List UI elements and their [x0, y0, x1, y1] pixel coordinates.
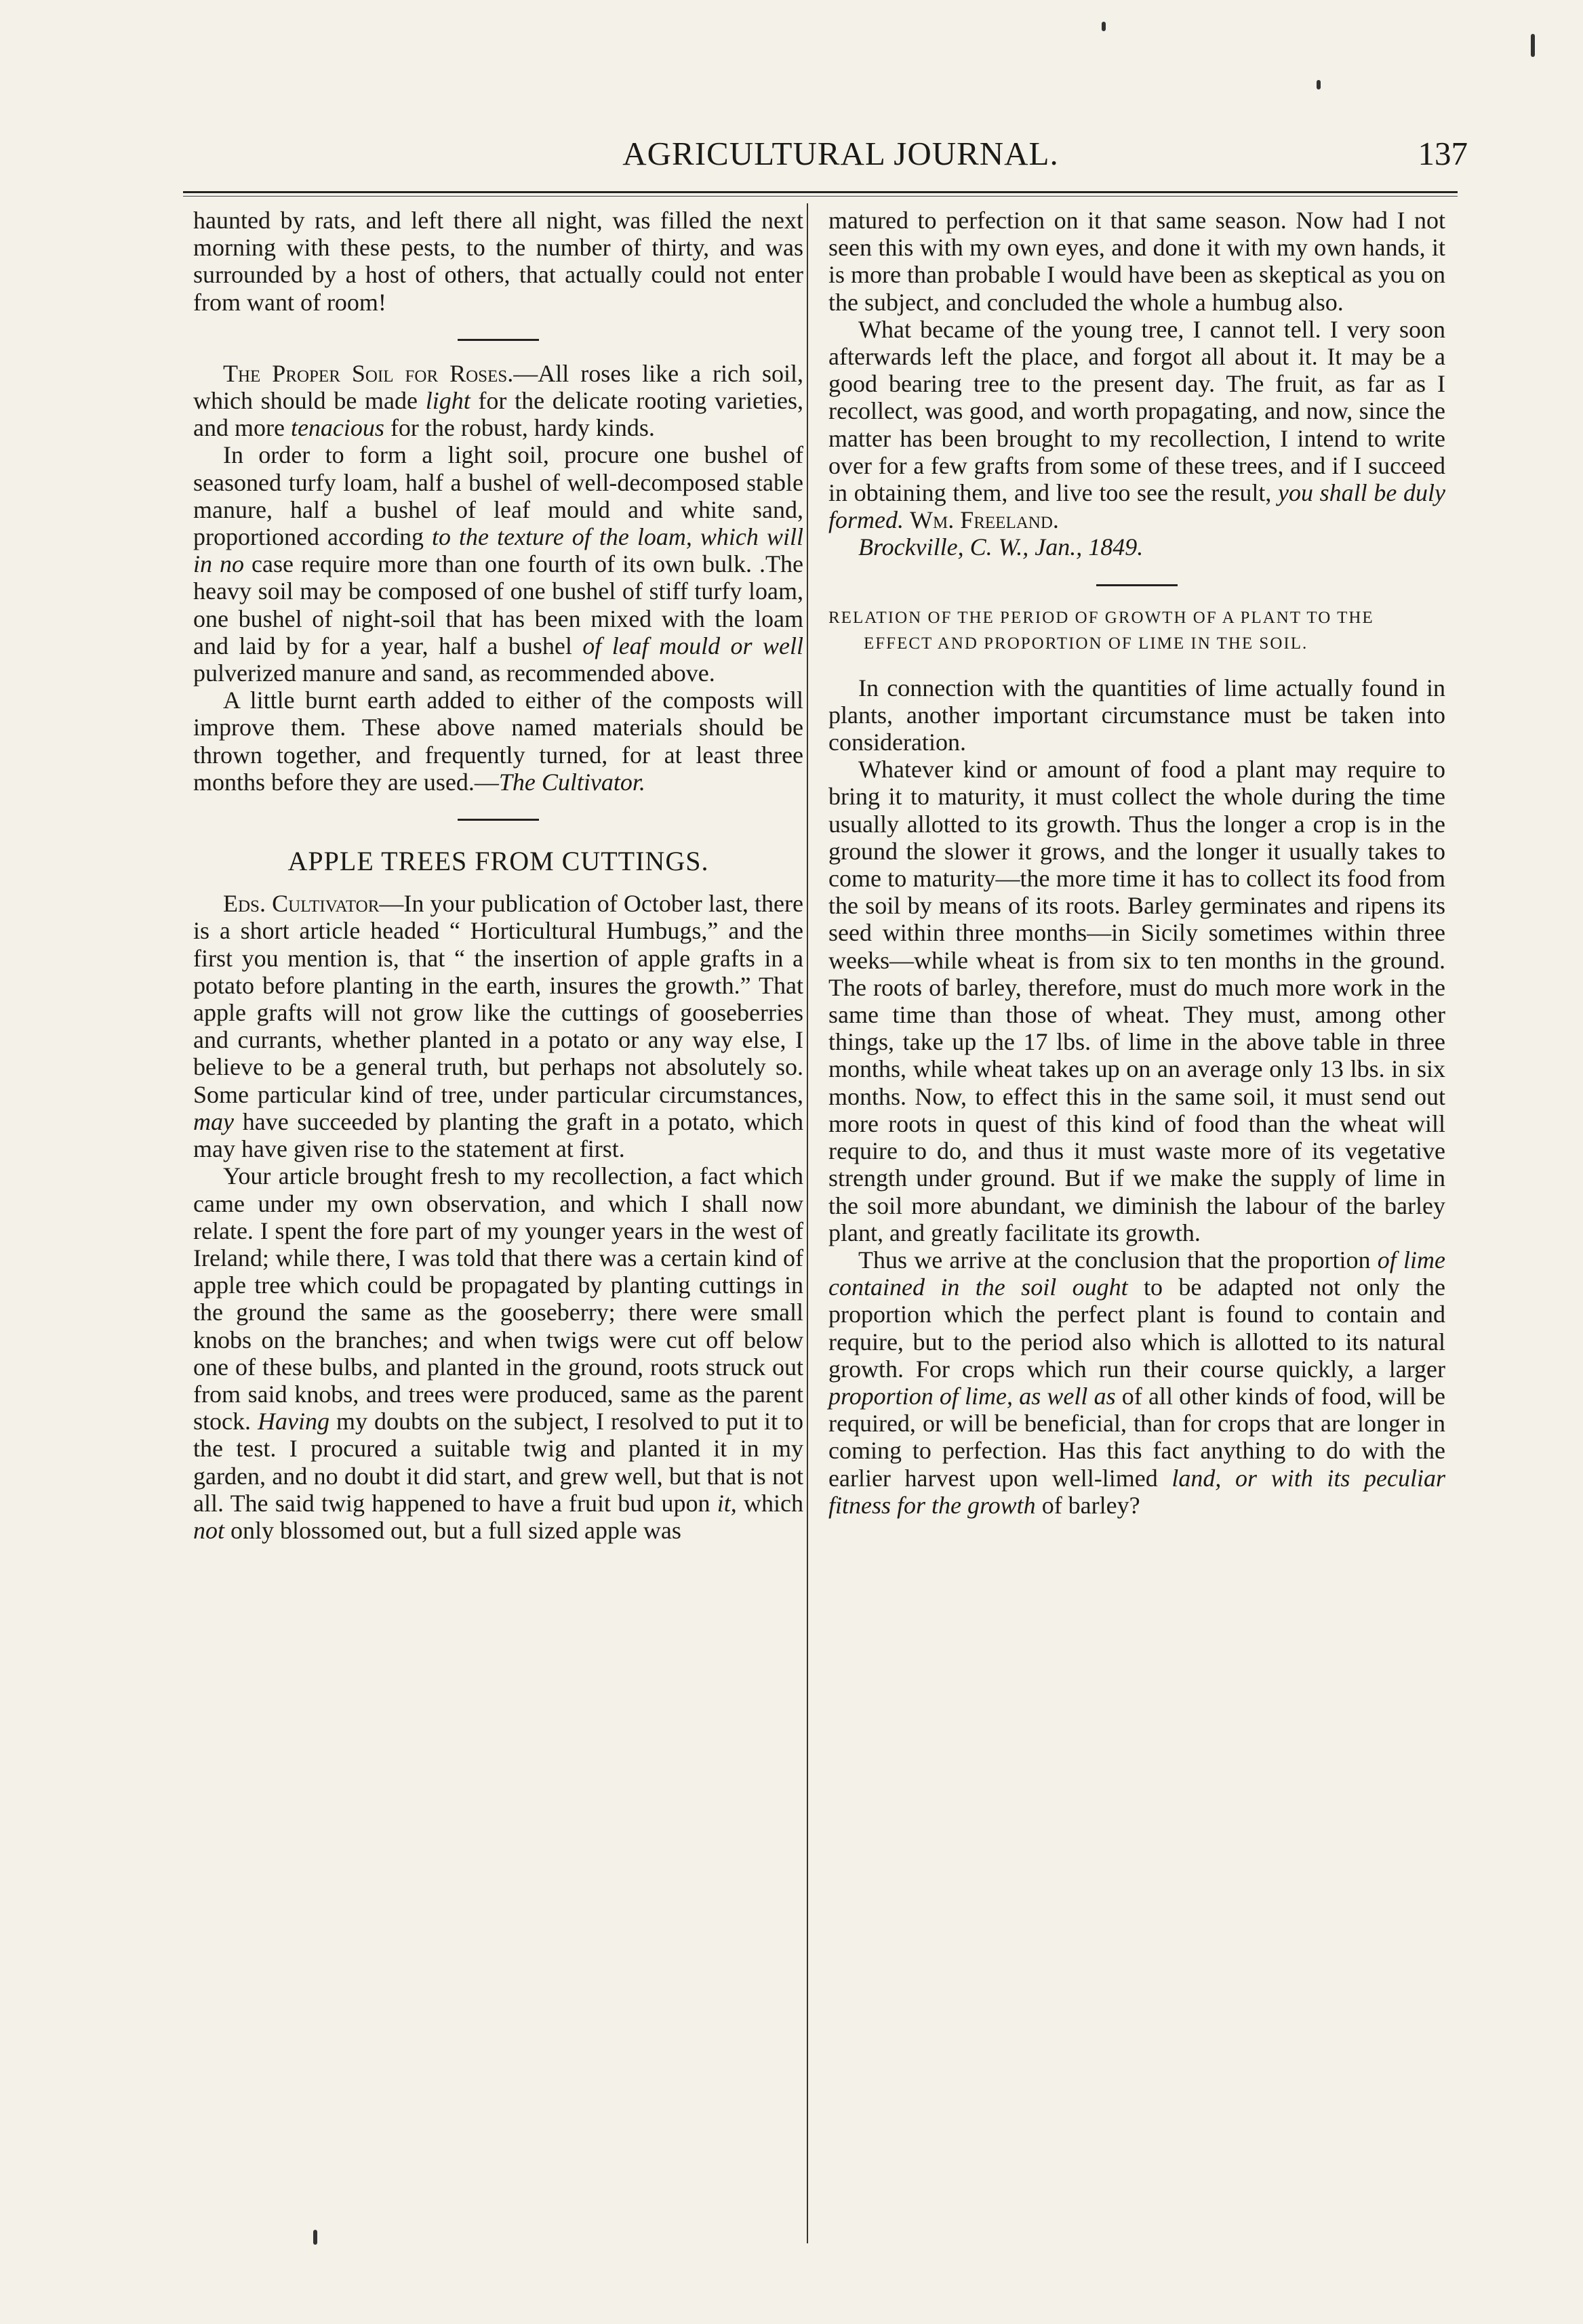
roses-text: for the robust, hardy kinds. [384, 414, 655, 442]
journal-title: AGRICULTURAL JOURNAL. [622, 135, 1059, 172]
dateline-text: Brockville, C. W., Jan., 1849. [858, 533, 1144, 561]
continued-paragraph-right-2 [828, 316, 1445, 534]
continued-paragraph: haunted by rats, and left there all night, was filled the next morning with these pests, to the number of thirty, and was surrounded by a host of others, that actually could not enter from want of room! [193, 207, 803, 316]
roses-text: —All roses like a rich soil, which should be made [193, 359, 803, 415]
apple-text: What became of the young tree, I cannot tell. I very soon afterwards left the place, and forgot all about it. It may be a good bearing tree to the present day. The fruit, as far as I recollect, was good, and worth propagating, and now, since the matter has been brought to my recollection, I intend to write over for a few grafts from some of these trees, and if I succeed in obtaining them, and live too see the result, [828, 315, 1445, 507]
apple-paragraph-1 [193, 890, 803, 1162]
print-speck [1531, 34, 1535, 57]
italic-text: land, or with its peculiar fitness for the growth [828, 1464, 1445, 1519]
italic-text: you shall be duly formed. [828, 479, 1445, 534]
emphasis-may: may [193, 1107, 234, 1135]
continued-paragraph-right: matured to perfection on it that same season. Now had I not seen this with my own eyes, and done it with my own hands, it is more than probable I would have been as skeptical as you on the subject, and concluded the whole a humbug also. [828, 207, 1445, 316]
apple-text: have succeeded by planting the graft in a potato, which may have given rise to the statement at first. [193, 1107, 803, 1163]
italic-text: of leaf mould or well [582, 632, 803, 659]
page-number: 137 [1418, 135, 1468, 172]
author-signature: Wm. Freeland. [910, 506, 1059, 534]
apple-text: Your article brought fresh to my recollection, a fact which came under my own observation, and which I shall now relate. I spent the fore part of my younger years in the west of Ireland; while there, I was told that there was a certain kind of apple tree which could be propagated by planting cuttings in the ground the same as the gooseberry; there were small knobs on the branches; and when twigs were cut off below one of these bulbs, and planted in the ground, roots struck out from said knobs, and trees were produced, same as the parent stock. [193, 1162, 803, 1435]
roses-text: In order to form a light soil, procure one bushel of seasoned turfy loam, half a bushel of well-decomposed stable manure, half a bushel of leaf mould and white sand, proportioned according [193, 441, 803, 551]
relation-text: of all other kinds of food, will be required, or will be beneficial, than for crops that are longer in coming to perfection. Has this fact anything to do with the earlier harvest upon well-limed [828, 1382, 1445, 1492]
emphasis-light: light [425, 387, 470, 415]
print-speck [313, 2230, 317, 2245]
apple-paragraph-2 [193, 1162, 803, 1544]
roses-text: case require more than one fourth of its own bulk. .The heavy soil may be composed of one bushel of stiff turfy loam, one bushel of night-soil that has been mixed with the loam and laid by for a year, half a bushel [193, 550, 803, 659]
roses-paragraph-2 [193, 441, 803, 687]
roses-paragraph [193, 360, 803, 442]
dateline [828, 533, 1445, 560]
relation-heading: RELATION OF THE PERIOD OF GROWTH OF A PLANT TO THE EFFECT AND PROPORTION OF LIME IN THE SOIL. [828, 608, 1374, 653]
roses-text: A little burnt earth added to either of the composts will improve them. These above named materials should be thrown together, and frequently turned, for at least three months before they are used.— [193, 687, 803, 796]
relation-paragraph-2: Whatever kind or amount of food a plant may require to bring it to maturity, it must collect the whole during the time usually allotted to its growth. Thus the longer a crop is in the ground the slower it grows, and the longer it usually takes to come to maturity—the more time it has to collect its food from the soil by means of its roots. Barley germinates and ripens its seed within three months—in Sicily sometimes within three weeks—while wheat is from six to ten months in the ground. The roots of barley, therefore, must do much more work in the same time than those of wheat. They must, among other things, take up the 17 lbs. of lime in the above table in three months, while wheat takes up on an average only 13 lbs. in six months. Now, to effect this in the same soil, it must send out more roots in quest of this kind of food than the wheat will require to do, and thus it must waste more of its vegetative strength under ground. But if we make the supply of lime in the soil more abundant, we diminish the labour of the barley plant, and greatly facilitate its growth. [828, 756, 1445, 1246]
section-separator [458, 819, 539, 821]
roses-paragraph-3 [193, 687, 803, 796]
roses-text: for the delicate rooting varieties, and more [193, 387, 803, 442]
italic-text: to the texture of the loam, which will in no [193, 523, 803, 578]
right-column [828, 207, 1445, 1519]
relation-text: Thus we arrive at the conclusion that the proportion [858, 1246, 1378, 1273]
print-speck [1317, 80, 1321, 89]
print-speck [1102, 22, 1106, 31]
emphasis-tenacious: tenacious [290, 414, 384, 442]
relation-paragraph-1: In connection with the quantities of lime actually found in plants, another important circumstance must be taken into consideration. [828, 674, 1445, 756]
apple-text: which [736, 1489, 803, 1517]
relation-text: to be adapted not only the proportion which the perfect plant is found to contain and require, but to the period also which is allotted to its natural growth. For crops which run their course quickly, a larger [828, 1273, 1445, 1383]
emphasis-not: not [193, 1516, 225, 1544]
italic-text: of lime contained in the soil ought [828, 1246, 1446, 1301]
left-column [193, 207, 803, 1544]
relation-text: of barley? [1035, 1491, 1140, 1519]
relation-paragraph-3 [828, 1246, 1445, 1519]
roses-text: pulverized manure and sand, as recommended above. [193, 659, 715, 687]
section-separator [1096, 584, 1178, 586]
column-divider [807, 203, 808, 2243]
header-rule [183, 191, 1458, 197]
roses-heading: The Proper Soil for Roses. [223, 359, 514, 387]
source-citation: The Cultivator. [498, 768, 645, 796]
emphasis-having: Having [258, 1408, 329, 1435]
apple-text: only blossomed out, but a full sized apple was [224, 1516, 681, 1544]
italic-text: proportion of lime, as well as [828, 1382, 1116, 1410]
apple-text: my doubts on the subject, I resolved to put it to the test. I procured a suitable twig and planted it in my garden, and no doubt it did start, and grew well, but that is not all. The said twig happened to have a fruit bud upon [193, 1408, 803, 1517]
section-separator [458, 339, 539, 341]
apple-text: —In your publication of October last, there is a short article headed “ Horticultural Humbugs,” and the first you mention is, that “ the insertion of apple grafts in a potato before planting in the earth, insures the growth.” That apple grafts will not grow like the cuttings of gooseberries and currants, whether planted in a potato or any way else, I believe to be a general truth, but perhaps not absolutely so. Some particular kind of tree, under particular circumstances, [193, 890, 803, 1108]
salutation: Eds. Cultivator [223, 890, 380, 918]
running-head [183, 134, 1468, 182]
article-title: APPLE TREES FROM CUTTINGS. [287, 846, 709, 877]
emphasis-it: it, [717, 1489, 737, 1517]
